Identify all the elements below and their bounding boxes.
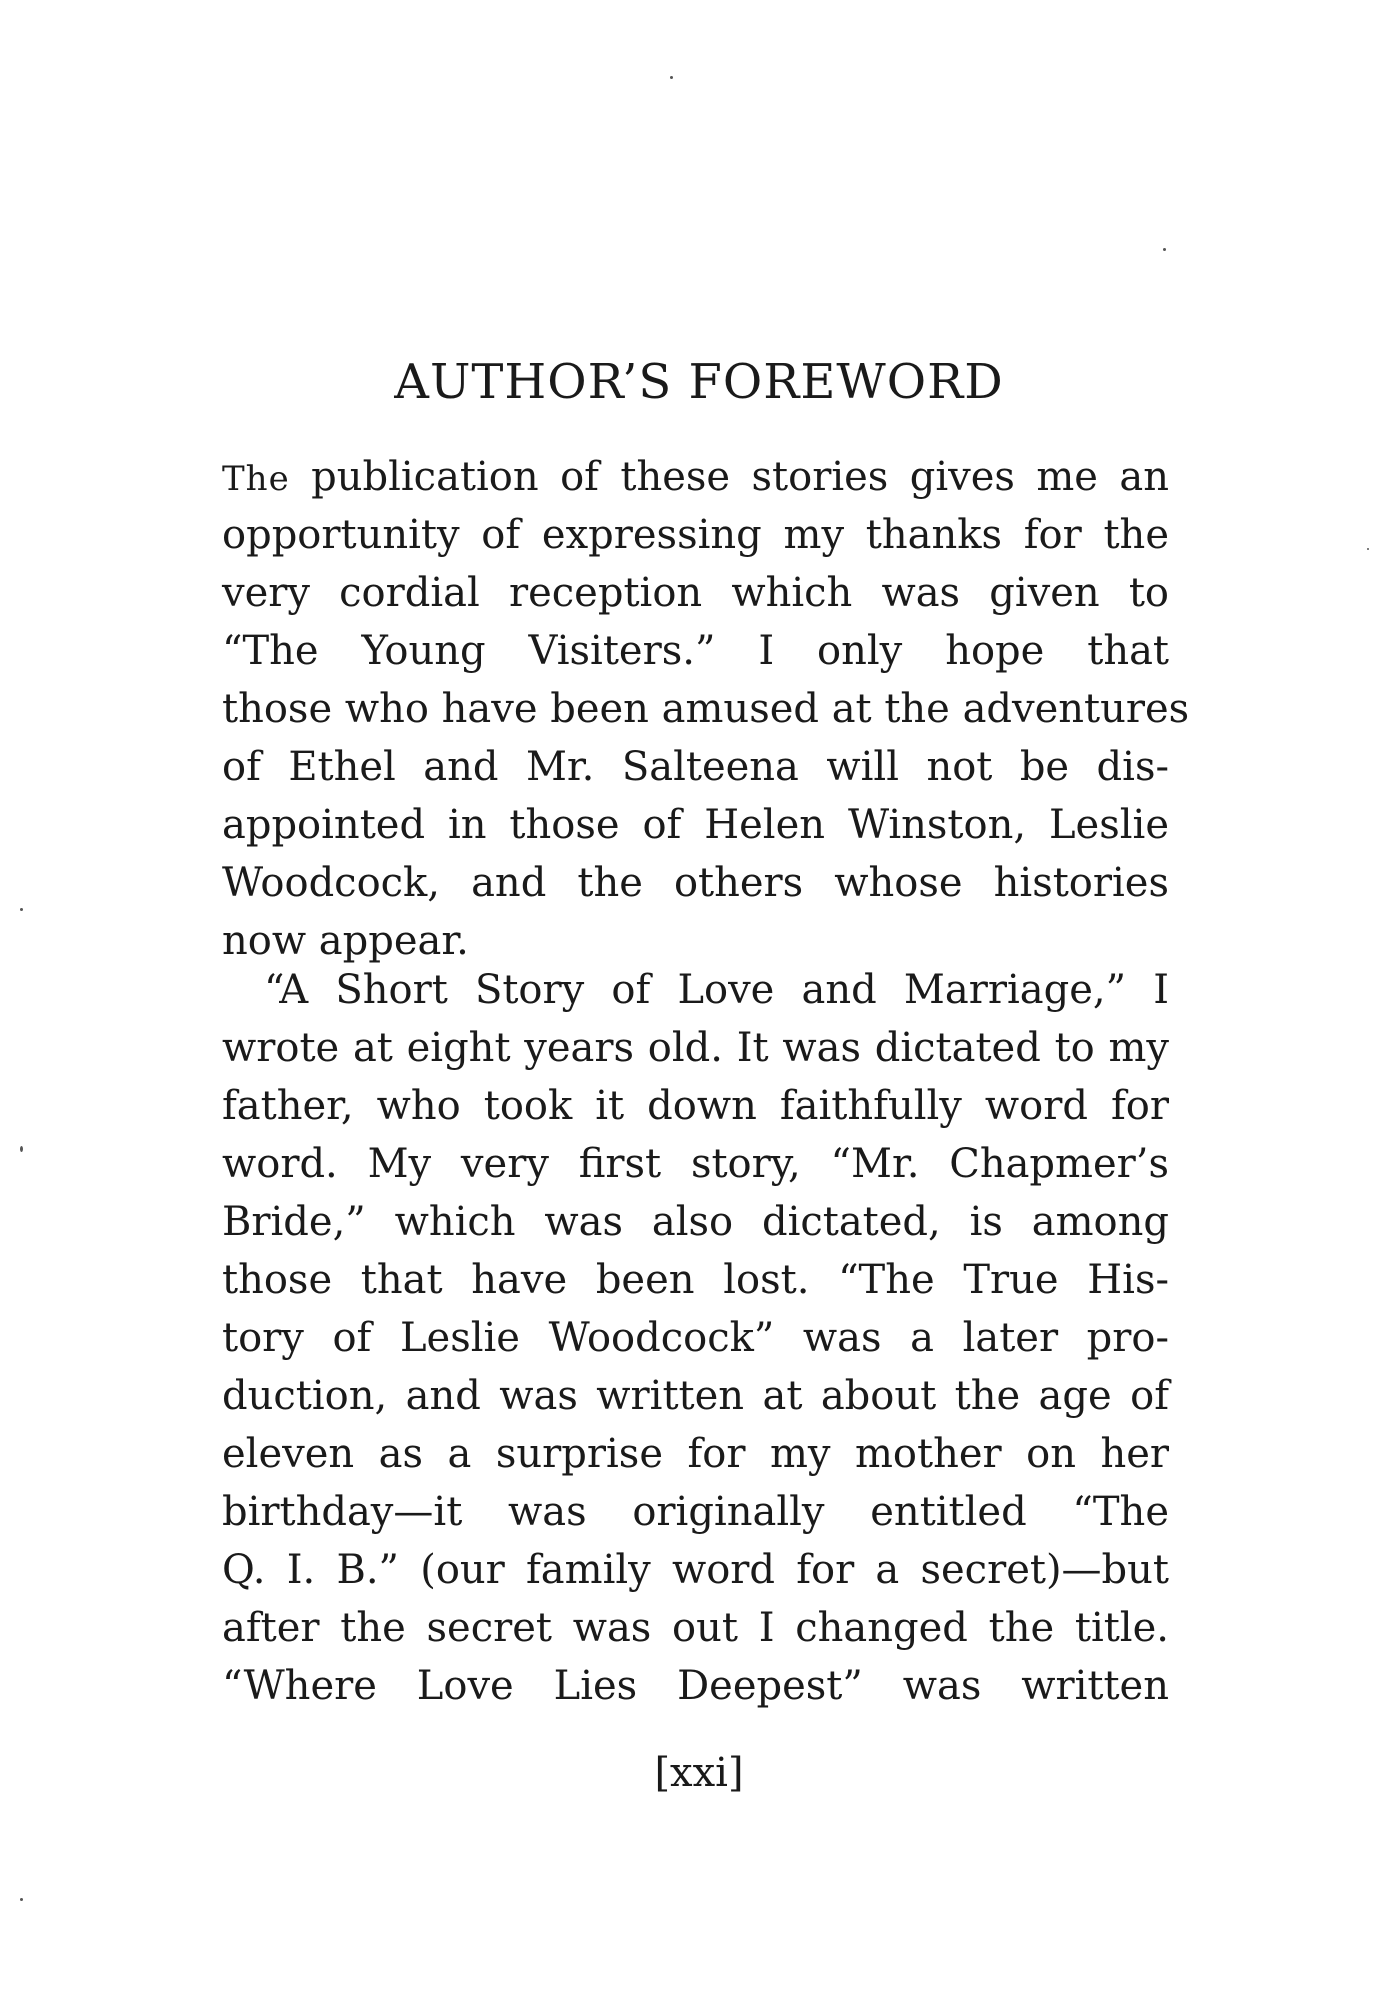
small-caps-lead: The — [222, 459, 290, 499]
text-line: wrote at eight years old. It was dictated to my — [222, 1025, 1169, 1071]
paragraph-2 — [222, 961, 1169, 1715]
text-line: tory of Leslie Woodcock” was a later pro- — [222, 1315, 1169, 1361]
text-line: duction, and was written at about the age of — [222, 1373, 1169, 1419]
text-line: “Where Love Lies Deepest” was written — [222, 1663, 1169, 1709]
text-line: after the secret was out I changed the title. — [222, 1605, 1169, 1651]
text-line: “A Short Story of Love and Marriage,” I — [264, 967, 1169, 1013]
paragraph-1-line-1 — [222, 448, 1169, 506]
text-line: those that have been lost. “The True His- — [222, 1257, 1169, 1303]
text-line: Bride,” which was also dictated, is among — [222, 1199, 1169, 1245]
page-number: [xxi] — [654, 1750, 744, 1796]
chapter-title: AUTHOR’S FOREWORD — [394, 354, 1004, 410]
text-line: Woodcock, and the others whose histories — [222, 860, 1169, 906]
text-line: those who have been amused at the adventures — [222, 686, 1190, 732]
first-line-rest: publication of these stories gives me an — [289, 454, 1169, 500]
text-line: word. My very first story, “Mr. Chapmer’s — [222, 1141, 1169, 1187]
text-line: eleven as a surprise for my mother on her — [222, 1431, 1169, 1477]
scan-speck — [20, 1898, 23, 1901]
text-line: now appear. — [222, 918, 469, 964]
text-line: birthday—it was originally entitled “The — [222, 1489, 1169, 1535]
text-line: very cordial reception which was given to — [222, 570, 1169, 616]
scan-speck — [20, 1146, 23, 1152]
text-line: father, who took it down faithfully word for — [222, 1083, 1169, 1129]
scan-speck — [1367, 548, 1369, 550]
paragraph-1 — [222, 448, 1190, 970]
scan-speck — [670, 76, 673, 79]
text-line: opportunity of expressing my thanks for the — [222, 512, 1169, 558]
text-line: Q. I. B.” (our family word for a secret)—but — [222, 1547, 1169, 1593]
text-line: of Ethel and Mr. Salteena will not be dis- — [222, 744, 1169, 790]
scan-speck — [1163, 248, 1166, 251]
scan-speck — [20, 908, 23, 911]
text-line: “The Young Visiters.” I only hope that — [222, 628, 1169, 674]
text-line: appointed in those of Helen Winston, Leslie — [222, 802, 1169, 848]
